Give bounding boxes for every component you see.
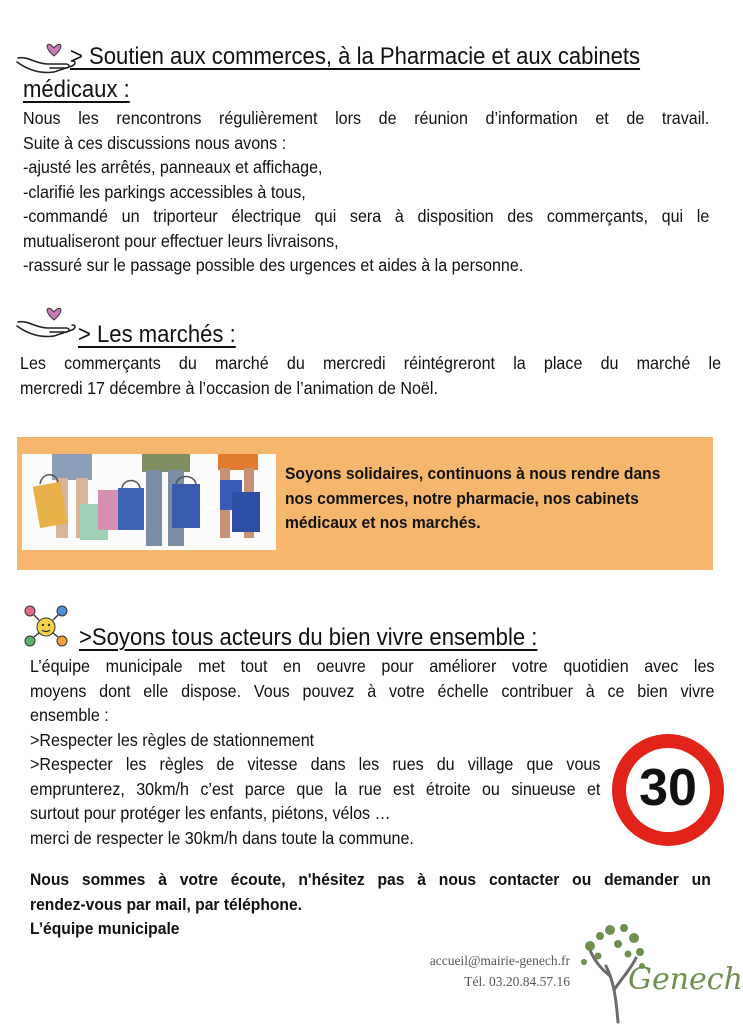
marches-paragraph [20,351,721,400]
text-line: médicaux et nos marchés. [285,513,481,532]
text-line: surtout pour protéger les enfants, piétons, vélos … [30,803,391,823]
text-line: mercredi 17 décembre à l’occasion de l’animation de Noël. [20,377,438,398]
text-line: Les commerçants du marché du mercredi réintégreront la place du marché le [20,353,722,373]
genech-logo-text: Genech [628,962,743,997]
section-title-commerces: > Soutien aux commerces, à la Pharmacie et aux cabinets [70,43,641,70]
shopping-bags-photo [22,454,276,550]
text-line: -clarifié les parkings accessibles à tous, [23,181,306,202]
banner-text [285,462,708,536]
community-people-icon [22,603,70,649]
text-line: >Respecter les règles de vitesse dans les rues du village que vous [30,754,601,774]
text-line: Nous sommes à votre écoute, n'hésitez pas à nous contacter ou demander un [30,870,711,889]
text-line: mutualiseront pour effectuer leurs livraisons, [23,230,339,251]
text-line: Nous les rencontrons régulièrement lors de réunion d’information et de travail. [23,108,710,128]
section-title-vivre-ensemble: >Soyons tous acteurs du bien vivre ensemble : [79,624,538,651]
text-line: -commandé un triporteur électrique qui sera à disposition des commerçants, qui le [23,206,710,226]
commerces-paragraph [23,106,709,278]
speed-limit-value: 30 [639,759,697,817]
text-line: L’équipe municipale met tout en oeuvre pour améliorer votre quotidien avec les [30,656,715,676]
contact-phone: Tél. 03.20.84.57.16 [464,974,570,989]
text-line: >Respecter les règles de stationnement [30,729,315,750]
text-line: nos commerces, notre pharmacie, nos cabinets [285,488,639,508]
contact-email[interactable]: accueil@mairie-genech.fr [429,953,570,968]
text-line: Soyons solidaires, continuons à nous rendre dans [285,464,661,483]
text-line: -ajusté les arrêtés, panneaux et affichage, [23,157,323,177]
vivre-paragraph-speed [30,752,600,850]
text-line: Suite à ces discussions nous avons : [23,132,287,153]
section-title-commerces-cont: médicaux : [23,76,130,103]
section-title-marches: > Les marchés : [78,321,236,348]
text-line: rendez-vous par mail, par téléphone. [30,894,303,914]
text-line: emprunterez, 30km/h c’est parce que la rue est étroite ou sinueuse et [30,778,601,799]
text-line: ensemble : [30,705,109,725]
hand-heart-icon [14,298,80,340]
text-line: moyens dont elle dispose. Vous pouvez à votre échelle contribuer à ce bien vivre [30,680,715,701]
footer-contact [400,950,570,992]
text-line: -rassuré sur le passage possible des urgences et aides à la personne. [23,255,524,275]
text-line: L’équipe municipale [30,919,180,938]
text-line: merci de respecter le 30km/h dans toute la commune. [30,827,414,848]
